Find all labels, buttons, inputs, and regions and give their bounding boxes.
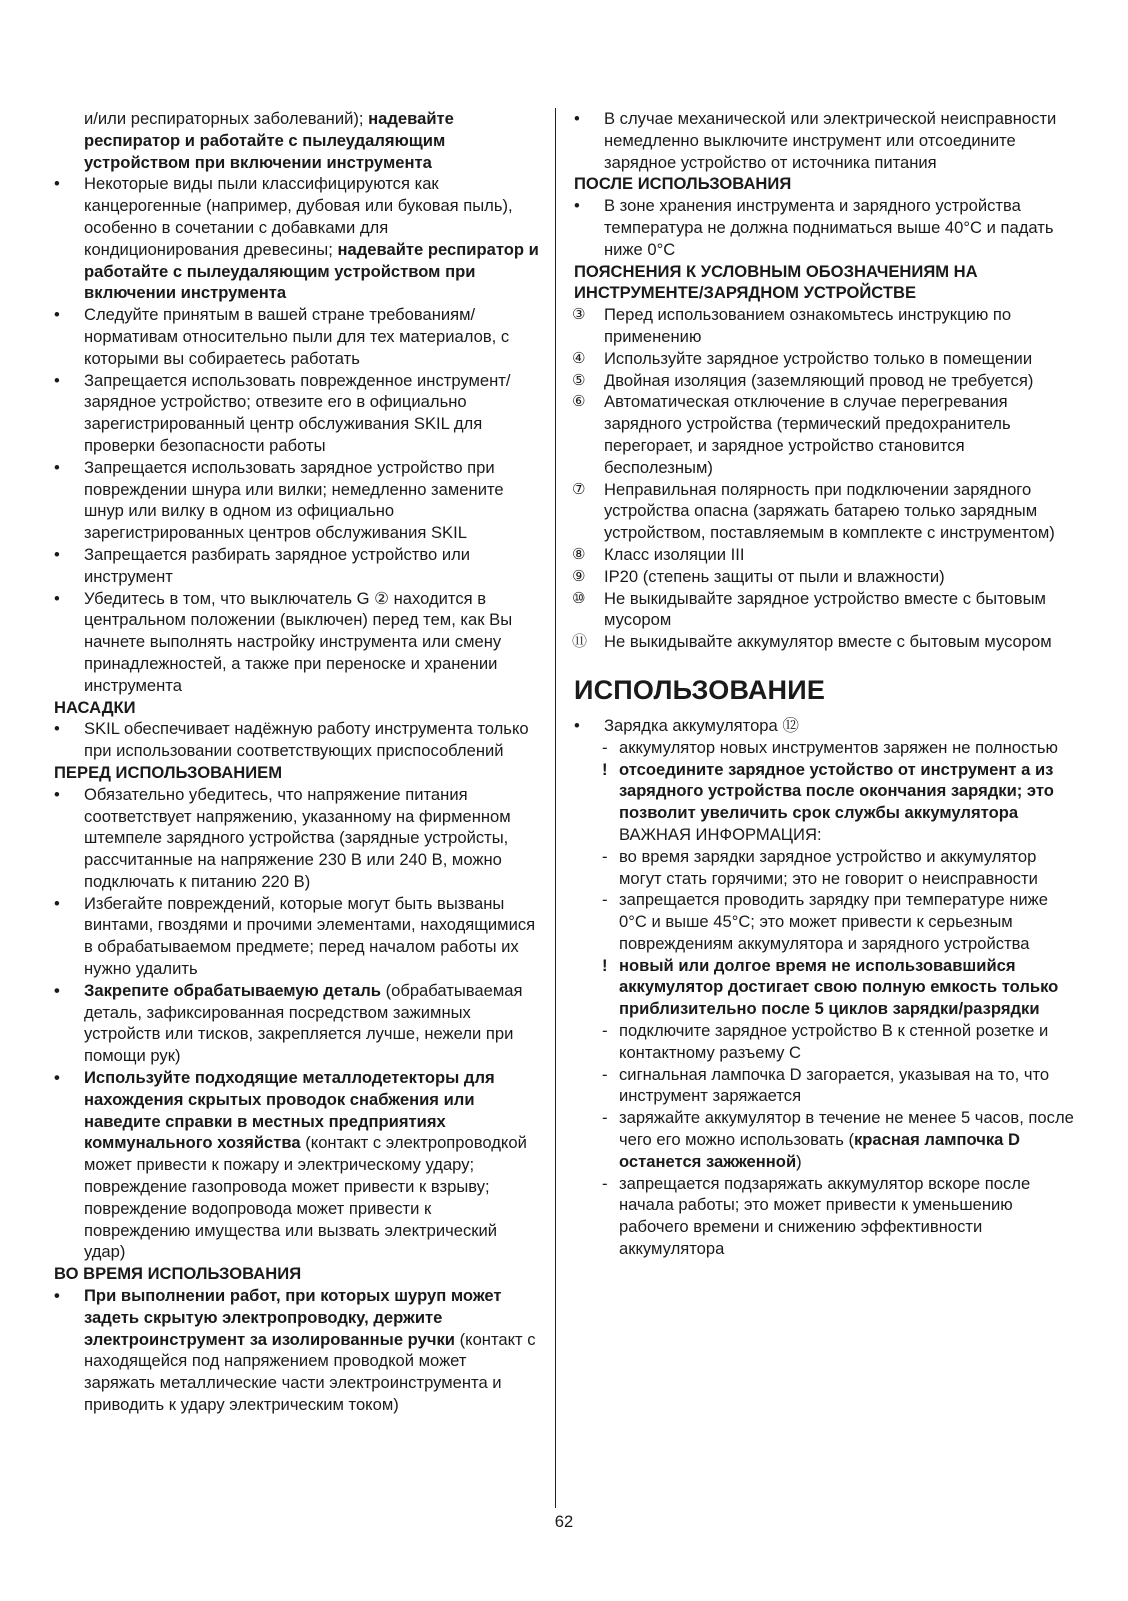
list-item: • При выполнении работ, при которых шуруп может задеть скрытую электропроводку, держите электроинструмент за изолированные ручки (контакт с находящейся под напряжением проводкой может заряжать металлические части электроинструмента и приводить к удару электрическим током) (54, 1286, 536, 1415)
list-item-continuation: и/или респираторных заболеваний); надевайте респиратор и работайте с пылеудаляющим устройством при включении инструмента (84, 109, 454, 172)
list-item: • Запрещается разбирать зарядное устройство или инструмент (54, 544, 471, 586)
circled-number-9: ⑨ (572, 567, 586, 585)
dash-item: - подключите зарядное устройство B к стенной розетке и контактному разъему C (602, 1021, 1049, 1062)
list-item: • Некоторые виды пыли классифицируются как канцерогенные (например, дубовая или буковая пыль), особенно в сочетании с добавками для кондиционирования древесины; надевайте респиратор и работайте с пылеудаляющим устройством при включении инструмента (54, 174, 539, 303)
bullet-icon: • (54, 1286, 60, 1306)
bullet-icon: • (54, 305, 60, 325)
circled-number-6: ⑥ (572, 393, 586, 411)
page-number: 62 (554, 1512, 574, 1531)
circled-number-8: ⑧ (572, 545, 586, 563)
list-item: • Убедитесь в том, что выключатель G ② находится в центральном положении (выключен) перед тем, как Вы начнете выполнять настройку инструмента или смену принадлежностей, а также при переноске и хранении инструмента (54, 588, 513, 695)
symbol-item: ④ Используйте зарядное устройство только в помещении (572, 348, 1033, 368)
circled-number-5: ⑤ (572, 371, 586, 389)
dash-item: - заряжайте аккумулятор в течение не менее 5 часов, после чего его можно использовать (красная лампочка D останется зажженной) (602, 1108, 1074, 1171)
circled-number-11: ⑪ (572, 633, 588, 651)
list-item: • В зоне хранения инструмента и зарядного устройства температура не должна подниматься выше 40°C и падать ниже 0°C (574, 196, 1054, 259)
bullet-icon: • (54, 544, 60, 564)
dash-item: - аккумулятор новых инструментов заряжен не полностью (602, 737, 1058, 757)
list-item: • Зарядка аккумулятора ⑫ (574, 715, 799, 735)
dash-item: - запрещается подзаряжать аккумулятор вскоре после начала работы; это может привести к уменьшению рабочего времени и снижению эффективности аккумулятора (602, 1173, 1031, 1259)
dash-item: - сигнальная лампочка D загорается, указывая на то, что инструмент заряжается (602, 1064, 1050, 1106)
bullet-icon: • (54, 784, 60, 804)
left-column (54, 108, 540, 1416)
bullet-icon: • (54, 370, 60, 390)
bullet-icon: • (54, 174, 60, 194)
bullet-icon: • (54, 719, 60, 739)
symbol-item: ⑤ Двойная изоляция (заземляющий провод не требуется) (572, 370, 1034, 390)
list-item: • Запрещается использовать зарядное устройство при повреждении шнура или вилки; немедленно замените шнур или вилку в одном из официально зарегистрированных центров обслуживания SKIL (54, 457, 504, 543)
bullet-icon: • (54, 1068, 60, 1088)
dash-icon: - (602, 1021, 608, 1041)
symbol-item: ⑦ Неправильная полярность при подключении зарядного устройства опасна (заряжать батарею только зарядным устройством, поставляемым в комплекте с инструментом) (572, 479, 1055, 543)
exclamation-icon: ! (602, 955, 608, 975)
bullet-icon: • (54, 893, 60, 913)
exclamation-icon: ! (602, 759, 608, 779)
section-heading-during-use: ВО ВРЕМЯ ИСПОЛЬЗОВАНИЯ (54, 1264, 302, 1284)
dash-icon: - (602, 1108, 608, 1128)
circled-number-10: ⑩ (572, 589, 586, 607)
warning-item: ! отсоедините зарядное устойство от инструмент а из зарядного устройства после окончания зарядки; это позволит увеличить срок службы аккумулятора (602, 759, 1054, 823)
symbol-item: ⑩ Не выкидывайте зарядное устройство вместе с бытовым мусором (572, 588, 1046, 630)
list-item: • SKIL обеспечивает надёжную работу инструмента только при использовании соответствующих приспособлений (54, 719, 529, 761)
list-item: • В случае механической или электрической неисправности немедленно выключите инструмент или отсоедините зарядное устройство от источника питания (574, 109, 1057, 172)
warning-item: ! новый или долгое время не использовавшийся аккумулятор достигает свою полную емкость только приблизительно после 5 циклов зарядки/разрядки (602, 955, 1059, 1019)
dash-icon: - (602, 846, 608, 866)
circled-number-7: ⑦ (572, 480, 586, 498)
symbol-item: ⑨ IP20 (степень защиты от пыли и влажности) (572, 566, 945, 586)
symbol-item: ⑧ Класс изоляции III (572, 544, 745, 564)
circled-number-4: ④ (572, 349, 586, 367)
symbol-item: ⑪ Не выкидывайте аккумулятор вместе с бытовым мусором (572, 632, 1052, 652)
list-item: • Избегайте повреждений, которые могут быть вызваны винтами, гвоздями и прочими элементами, находящимися в обрабатываемом предмете; перед началом работы их нужно удалить (54, 893, 536, 979)
list-item: • Следуйте принятым в вашей стране требованиям/ нормативам относительно пыли для тех материалов, с которыми вы собираетесь работать (54, 305, 510, 368)
bullet-icon: • (54, 588, 60, 608)
right-column (574, 108, 1074, 1260)
section-heading-before-use: ПЕРЕД ИСПОЛЬЗОВАНИЕМ (54, 762, 283, 782)
dash-item: - во время зарядки зарядное устройство и аккумулятор могут стать горячими; это не говорит о неисправности (602, 846, 1038, 888)
section-heading-after-use: ПОСЛЕ ИСПОЛЬЗОВАНИЯ (574, 174, 792, 194)
dash-icon: - (602, 737, 608, 757)
circled-number-3: ③ (572, 306, 586, 324)
section-title-usage: ИСПОЛЬЗОВАНИЕ (574, 674, 826, 705)
bullet-icon: • (574, 109, 580, 128)
symbol-item: ⑥ Автоматическая отключение в случае перегревания зарядного устройства (термический предохранитель перегорает, и зарядное устройство становится бесполезным) (572, 392, 1011, 477)
symbol-item: ③ Перед использованием ознакомьтесь инструкцию по применению (572, 305, 1012, 346)
bullet-icon: • (54, 980, 60, 1000)
list-item: • Используйте подходящие металлодетекторы для нахождения скрытых проводок снабжения или наведите справки в местных предприятиях коммунального хозяйства (контакт с электропроводкой может привести к пожару и электрическому удару; повреждение газопровода может привести к взрыву; повреждение водопровода может привести к повреждению имущества или вызвать электрический удар) (54, 1068, 527, 1262)
bullet-icon: • (574, 196, 580, 216)
important-label: ВАЖНАЯ ИНФОРМАЦИЯ: (619, 824, 822, 844)
dash-item: - запрещается проводить зарядку при температуре ниже 0°C и выше 45°C; это может привести к серьезным повреждениям аккумулятора и зарядного устройства (602, 890, 1048, 953)
dash-icon: - (602, 1064, 608, 1084)
list-item: • Закрепите обрабатываемую деталь (обрабатываемая деталь, зафиксированная посредством зажимных устройств или тисков, закрепляется лучше, нежели при помощи рук) (54, 980, 523, 1066)
list-item: • Запрещается использовать поврежденное инструмент/зарядное устройство; отвезите его в официально зарегистрированный центр обслуживания SKIL для проверки безопасности работы (54, 370, 511, 455)
section-heading-symbols: ПОЯСНЕНИЯ К УСЛОВНЫМ ОБОЗНАЧЕНИЯМ НА ИНСТРУМЕНТЕ/ЗАРЯДНОМ УСТРОЙСТВЕ (574, 261, 978, 303)
bullet-icon: • (574, 715, 580, 735)
column-divider (555, 108, 556, 1508)
section-heading-attachments: НАСАДКИ (54, 697, 136, 717)
list-item: • Обязательно убедитесь, что напряжение питания соответствует напряжению, указанному на фирменном штемпеле зарядного устройства (зарядные устройсты, рассчитанные на напряжение 230 В или 240 В, можно подключать к питанию 220 В) (54, 784, 511, 891)
dash-icon: - (602, 1173, 608, 1193)
dash-icon: - (602, 890, 608, 910)
bullet-icon: • (54, 457, 60, 477)
